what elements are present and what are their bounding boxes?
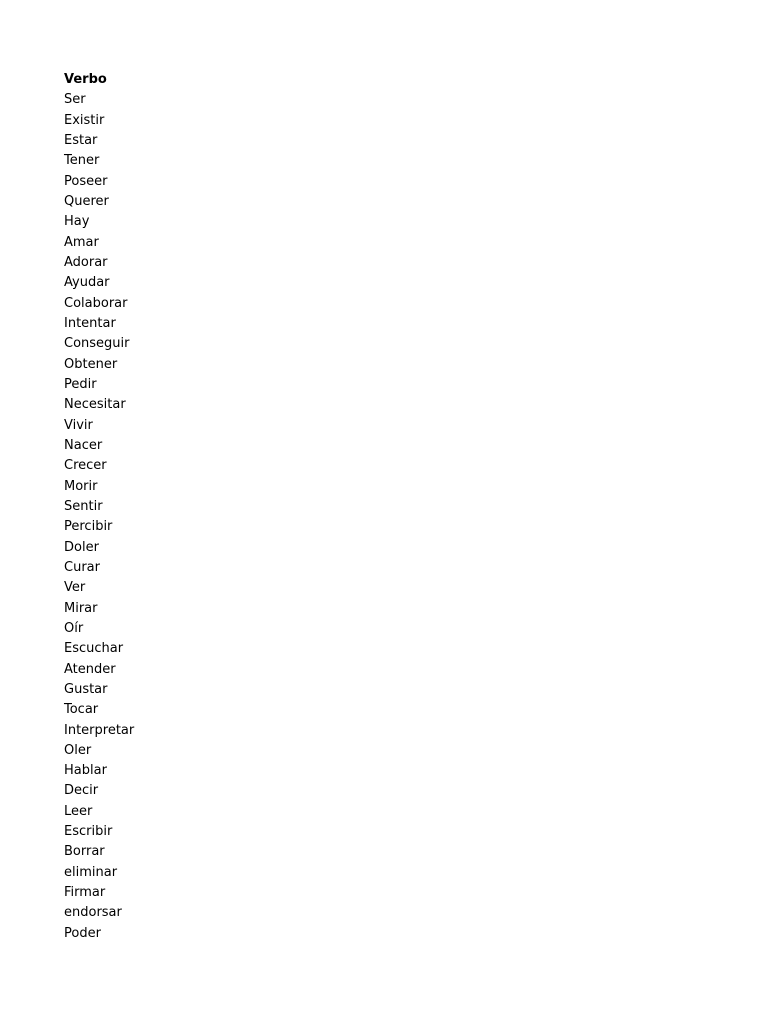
verb-table [64,70,134,944]
verb-item: Vivir [64,417,93,433]
verb-item: Adorar [64,254,108,270]
verb-item: Mirar [64,600,98,616]
verb-item: Atender [64,661,116,677]
verb-item: Leer [64,803,93,819]
verb-item: Estar [64,132,98,148]
verb-item: Ser [64,92,86,108]
verb-item: Firmar [64,885,106,901]
verb-list [64,90,134,944]
verb-item: Curar [64,559,100,575]
verb-item: Tener [64,153,100,169]
verb-item: Poder [64,925,101,941]
verb-item: Tocar [64,702,99,718]
verb-item: Intentar [64,315,116,331]
verb-item: Oír [64,620,84,636]
verb-item: Colaborar [64,295,128,311]
verb-item: Conseguir [64,336,130,352]
verb-item: Hablar [64,763,107,779]
verb-item: Existir [64,112,105,128]
verb-item: Escribir [64,824,113,840]
verb-item: Interpretar [64,722,135,738]
verb-item: Pedir [64,376,97,392]
verb-item: Ayudar [64,275,110,291]
verb-item: Hay [64,214,90,230]
verb-item: eliminar [64,864,118,880]
verb-item: endorsar [64,905,122,921]
verb-item: Percibir [64,519,113,535]
verb-item: Poseer [64,173,108,189]
verb-item: Querer [64,193,109,209]
verb-item: Escuchar [64,641,124,657]
verb-item: Doler [64,539,99,555]
verb-item: Gustar [64,681,108,697]
verb-item: Borrar [64,844,105,860]
verb-item: Morir [64,478,98,494]
verb-item: Ver [64,580,86,596]
verb-item: Sentir [64,498,103,514]
verb-item: Crecer [64,458,107,474]
verb-item: Oler [64,742,92,758]
verb-item: Decir [64,783,99,799]
verb-item: Obtener [64,356,118,372]
verb-item: Nacer [64,437,103,453]
verb-item: Amar [64,234,99,250]
column-header: Verbo [64,72,107,87]
verb-item: Necesitar [64,397,126,413]
